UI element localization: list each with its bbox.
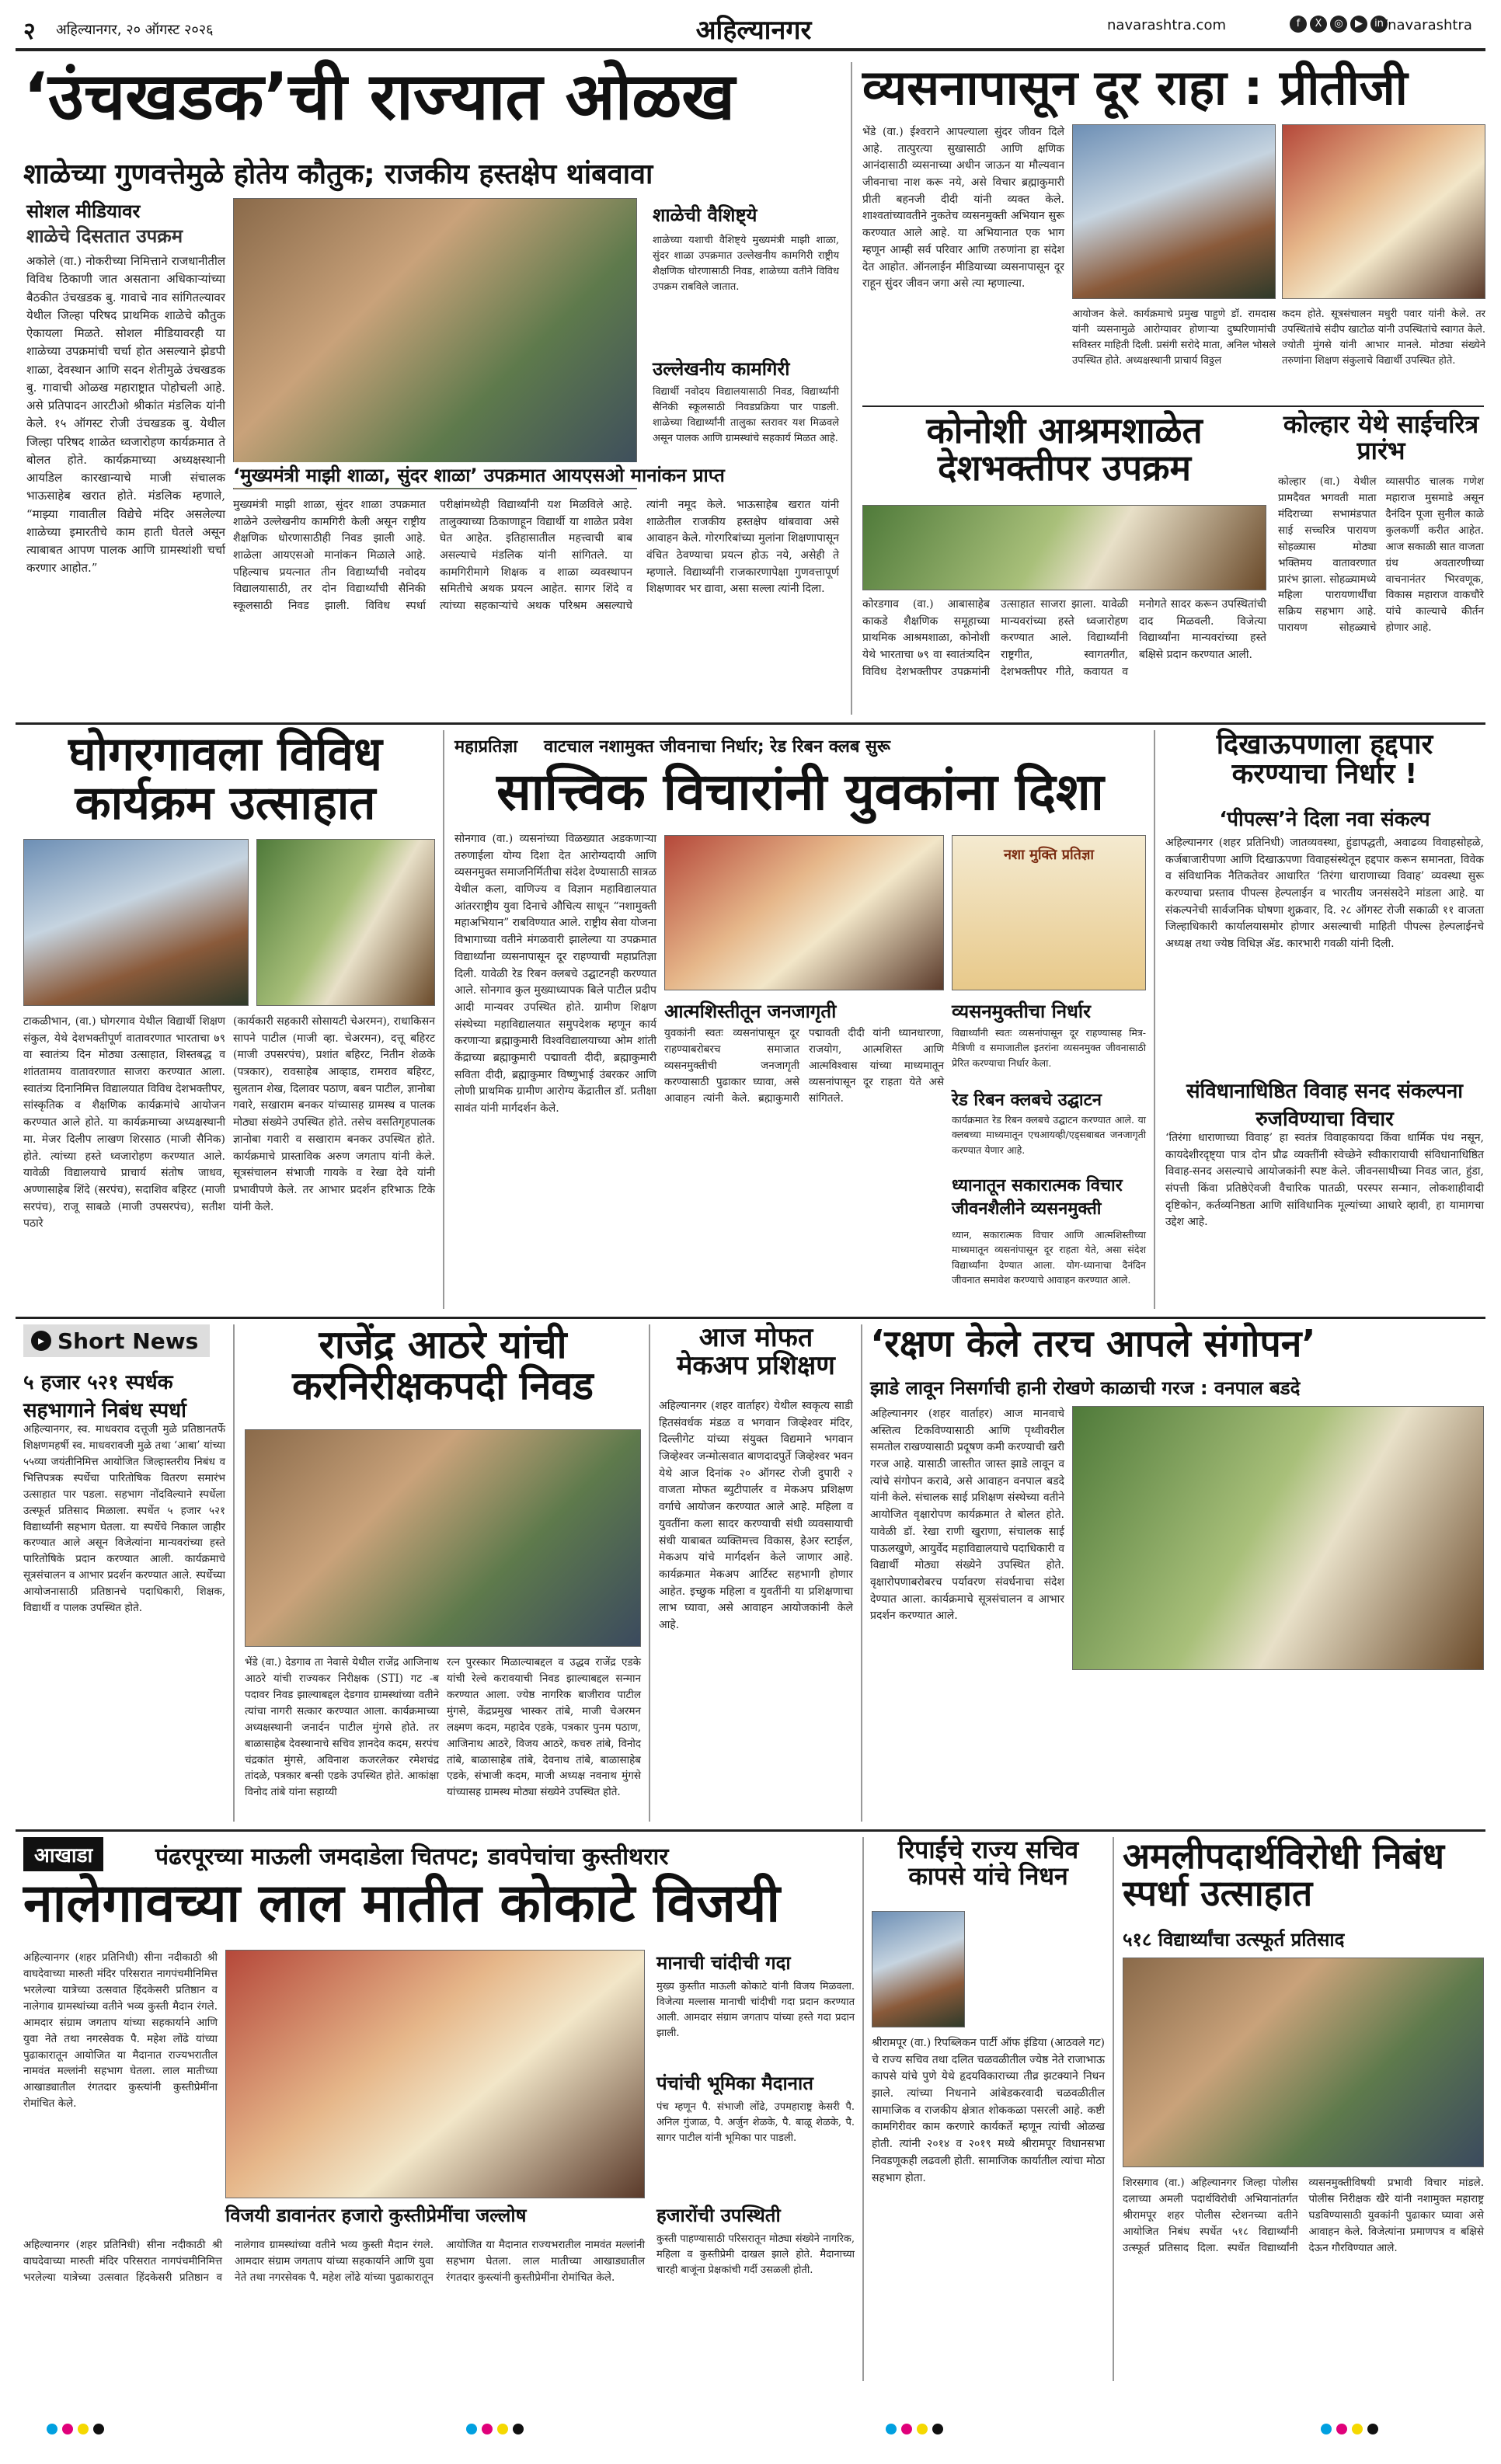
story11-side3-body: कुस्ती पाहण्यासाठी परिसरातून मोठ्या संख्येने नागरिक, महिला व कुस्तीप्रेमी दाखल झाले होते. मैदानाच्या चारही बाजूंना प्रेक्षकांची गर्दी उसळली होती. [656,2233,855,2277]
story5-body2: (कार्यकारी सहकारी सोसायटी चेअरमन), राधाकिसन सापने पाटील (माजी व्हा. चेअरमन), दत्तू बहिरट (माजी उपसरपंच), प्रशांत बहिरट, नितीन शेळके (पत्रकार), रावसाहेब आव्हाड, रामराव बहिरट, सुलतान शेख, दिलावर पठाण, बबन पाटील, ज्ञानोबा गवारे, सखाराम बनकर यांच्यासह ग्रामस्थ व पालक मोठ्या संख्येने उपस्थित होते. तसेच वसतिगृहपालक ज्ञानोबा गवारी व सखाराम बनकर उपस्थित होते. कार्यक्रमाचे प्रास्ताविक अरुण जगताप यांनी केले. सूत्रसंचालन संभाजी गायके व रेखा देवे यांनी प्रभावीपणे केले. तर आभार प्रदर्शन हरिभाऊ टिके यांनी केले. [233,1015,435,1213]
story7-subhead: ‘पीपल्स’ने दिला नवा संकल्प [1219,808,1430,831]
story8-body: भेंडे (वा.) देडगाव ता नेवासे येथील राजेंद्र आजिनाथ आठरे यांची राज्यकर निरीक्षक (STI) गट -ब पदावर निवड झाल्याबद्दल देडगाव ग्रामस्थांच्या वतीने त्यांचा नागरी सत्कार करण्यात आला. कार्यक्रमाच्या अध्यक्षस्थानी जनार्दन पाटील मुंगसे होते. तर बाळासाहेब देवस्थानाचे सचिव ज्ञानदेव कदम, सरपंच चंद्रकांत मुंगसे, अविनाश कजरलेकर रमेशचंद्र तांदळे, पत्रकार बन्सी एडके उपस्थित होते. आकांक्षा विनोद तांबे यांना सहाय्यी [245,1656,439,1799]
black-dot [513,2424,524,2434]
section-divider [16,1317,1485,1319]
story6-sub4-body: ध्यान, सकारात्मक विचार आणि आत्मशिस्तीच्या माध्यमातून व्यसनांपासून दूर राहता येते, असा संदेश विद्यार्थ्यांना देण्यात आला. योग-ध्यानाचा दैनंदिन जीवनात समावेश करण्याचे आवाहन करण्यात आले. [952,1229,1146,1286]
column-divider [1154,730,1155,1309]
story9-headline: आज मोफत मेकअप प्रशिक्षण [677,1322,835,1381]
story6-kicker2: वाटचाल नशामुक्त जीवनाचा निर्धार; रेड रिबन क्लब सुरू [544,737,891,757]
column-divider [851,62,852,715]
story6-headline: सात्त्विक विचारांनी युवकांना दिशा [496,762,1104,822]
section-divider [16,722,1485,725]
story6-poster [952,835,1146,990]
story1-body2: मुख्यमंत्री माझी शाळा, सुंदर शाळा उपक्रमात शाळेने उल्लेखनीय कामगिरी केली असून राष्ट्रीय शैक्षणिक धोरणासाठीही निवड झाली आहे. शाळेला आयएसओ मानांकन मिळाले आहे. पहिल्याच प्रयत्नात तीन विद्यार्थ्यांची नवोदय विद्यालयासाठी, तर दोन विद्यार्थ्यांची सैनिकी स्कूलसाठी निवड झाली. विविध स्पर्धा परीक्षांमध्येही विद्यार्थ्यांनी यश मिळविले आहे. तालुक्याच्या ठिकाणाहून विद्यार्थी या शाळेत प्रवेश घेत आहेत. इतिहासातील महत्त्वाची बाब असल्याचे मंडलिक यांनी सांगितले. या कामगिरीमागे शिक्षक व शाळा व्यवस्थापन समितीचे अथक प्रयत्न आहेत. सागर शिंदे व त्यांच्या सहकाऱ्यांचे अथक परिश्रम असल्याचे त्यांनी नमूद केले. भाऊसाहेब खरात यांनी शाळेतील राजकीय हस्तक्षेप थांबवावा असे आवाहन केले. गोरगरिबांच्या मुलांना शिक्षणापासून वंचित ठेवण्याचा प्रयत्न होऊ नये, असेही ते म्हणाले. विद्यार्थ्यांनी राजकारणापेक्षा गुणवत्तापूर्ण शिक्षणावर भर द्यावा, असा सल्ला त्यांनी दिला. [233,499,839,613]
story1-headline: ‘उंचखडक’ची राज्यात ओळख [23,58,735,134]
story11-side3: हजारोंची उपस्थिती [656,2205,781,2226]
cyan-dot [1321,2424,1332,2434]
cyan-dot [47,2424,57,2434]
story10-headline: ‘रक्षण केले तरच आपले संगोपन’ [870,1322,1316,1366]
divider [862,405,1484,407]
x-icon[interactable]: X [1310,16,1327,33]
story5-photo-2 [256,839,435,1006]
story11-photo-caption: विजयी डावानंतर हजारो कुस्तीप्रेमींचा जल्लोष [225,2202,645,2228]
story11-side2-body: पंच म्हणून पै. संभाजी लोंढे, उपमहाराष्ट्र केसरी पै. अनिल गुंजाळ, पै. अर्जुन शेळके, पै. बाळू शेळके, पै. सागर पाटील यांनी भूमिका पार पाडली. [656,2101,855,2145]
story11-body: अहिल्यानगर (शहर प्रतिनिधी) सीना नदीकाठी श्री वाघदेवाच्या मारुती मंदिर परिसरात नागपंचमीनिमित्त भरलेल्या यात्रेच्या उत्सवात हिंदकेसरी प्रतिष्ठान व नालेगाव ग्रामस्थांच्या वतीने भव्य कुस्ती मैदान रंगले. आमदार संग्राम जगताप यांच्या सहकार्याने आणि युवा नेते तथा नगरसेवक पै. महेश लोंढे यांच्या पुढाकारातून आयोजित या मैदानात राज्यभरातील नामवंत मल्लांनी सहभाग घेतला. लाल मातीच्या आखाड्यातील रंगतदार कुस्त्यांनी कुस्तीप्रेमींना रोमांचित केले. [23,1951,218,2111]
magenta-dot [1336,2424,1347,2434]
story13-photo [1123,1958,1484,2167]
story8-body2: रत्न पुरस्कार मिळाल्याबद्दल व उद्धव राजेंद्र एडके यांची रेल्वे करावयाची निवड झाल्याबद्दल सन्मान करण्यात आला. ज्येष्ठ नागरिक बाजीराव पाटील मुंगसे, केंद्रप्रमुख भास्कर तांबे, माजी चेअरमन लक्ष्मण कदम, महादेव एडके, पत्रकार पुनम पठाण, आजिनाथ आठरे, विजय आठरे, कचरु तांबे, विनोद तांबे, बाळासाहेब तांबे, देवनाथ तांबे, बाळासाहेब एडके, संभाजी कदम, माजी अध्यक्ष नवनाथ मुंगसे यांच्यासह ग्रामस्थ मोठ्या संख्येने उपस्थित होते. [447,1656,641,1799]
linkedin-icon[interactable]: in [1370,16,1388,33]
story4-body: कोल्हार (वा.) येथील प्रामदैवत भगवती माता मंदिराच्या सभामंडपात साई सच्चरित्र पारायण सोहळ्यास मोठ्या भक्तिमय वातावरणात प्रारंभ झाला. सोहळ्यामध्ये महिला पारायणार्थींचा सक्रिय सहभाग आहे. पारायण सोहळ्याचे व्यासपीठ चालक गणेश महाराज मुसमाडे असून दैनंदिन पूजा सुनील काळे कुलकर्णी करीत आहेत. आज सकाळी सात वाजता ग्रंथ अवतारणीच्या वाचनानंतर भिरवणूक, विकास महाराज वाकचौरे यांचे काल्याचे कीर्तन होणार आहे. [1278,475,1484,635]
story1-side-title: शाळेची वैशिष्ट्ये [653,204,757,226]
story13-subhead: ५१८ विद्यार्थ्यांचा उत्स्फूर्त प्रतिसाद [1123,1929,1345,1951]
story6-sub1: आत्मशिस्तीतून जनजागृती [664,1001,837,1022]
social-icons [1290,16,1388,33]
yellow-dot [78,2424,89,2434]
yellow-dot [1352,2424,1363,2434]
section-divider [16,1829,1485,1832]
cyan-dot [466,2424,477,2434]
story3-photo [862,505,1266,590]
site-url[interactable]: navarashtra.com [1107,17,1226,33]
registration-marks [466,2424,524,2434]
magenta-dot [62,2424,73,2434]
story11-side1-body: मुख्य कुस्तीत माऊली कोकाटे यांनी विजय मिळवला. विजेत्या मल्लास मानाची चांदीची गदा प्रदान करण्यात आली. आमदार संग्राम जगताप यांच्या हस्ते गदा प्रदान झाली. [656,1981,855,2040]
story6-sub1-body: युवकांनी स्वतः व्यसनांपासून दूर राहण्याबरोबरच समाजात व्यसनमुक्तीची जनजागृती करण्यासाठी पुढाकार घ्यावा, असे आवाहन त्यांनी केले. ब्रह्माकुमारी पद्मावती दीदी यांनी ध्यानधारणा, राजयोग, आत्मशिस्त आणि आत्मविश्वास यांच्या माध्यमातून व्यसनांपासून दूर राहता येते असे सांगितले. [664,1027,944,1105]
instagram-icon[interactable]: ◎ [1330,16,1347,33]
story2-photo-1 [1072,124,1276,299]
story4-headline: कोल्हार येथे साईचरित्र प्रारंभ [1283,409,1479,465]
column-divider [1113,1837,1114,2381]
story11-side2: पंचांची भूमिका मैदानात [656,2072,813,2094]
story1-subhead: शाळेच्या गुणवत्तेमुळे होतेय कौतुक; राजकीय हस्तक्षेप थांबवावा [23,158,653,190]
yellow-dot [917,2424,928,2434]
story8-photo [245,1429,641,1647]
story6-sub3: रेड रिबन क्लबचे उद्घाटन [952,1091,1102,1110]
story3-body: कोरडगाव (वा.) आबासाहेब काकडे शैक्षणिक समूहाच्या प्राथमिक आश्रमशाळा, कोनोशी येथे भारताचा ७९ वा स्वातंत्र्यदिन विविध देशभक्तीपर उपक्रमांनी उत्साहात साजरा झाला. यावेळी मान्यवरांच्या हस्ते ध्वजारोहण करण्यात आले. विद्यार्थ्यांनी राष्ट्रगीत, स्वागतगीत, देशभक्तीपर गीते, कवायत व मनोगते सादर करून उपस्थितांची दाद मिळवली. विजेत्या विद्यार्थ्यांना मान्यवरांच्या हस्ते बक्षिसे प्रदान करण्यात आली. [862,598,1266,678]
black-dot [1367,2424,1378,2434]
story6-poster-title: नशा मुक्ति प्रतिज्ञा [1003,847,1095,863]
page-section-title: अहिल्यानगर [695,15,812,46]
short-news-icon: ▸ [31,1331,51,1351]
magenta-dot [901,2424,912,2434]
story6-body: सोनगाव (वा.) व्यसनांच्या विळख्यात अडकणाऱ्या तरुणाईला योग्य दिशा देत आरोग्यदायी आणि व्यसनमुक्त समाजनिर्मितीचा संदेश देण्यासाठी सात्रळ येथील कला, वाणिज्य व विज्ञान महाविद्यालयात आंतरराष्ट्रीय युवा दिनाचे औचित्य साधून “नशामुक्ती महाअभियान” राबविण्यात आले. राष्ट्रीय सेवा योजना विभागाच्या वतीने मंगळवारी झालेल्या या उपक्रमात विद्यार्थ्यांना व्यसनापासून दूर राहण्याची महाप्रतिज्ञा दिली. यावेळी रेड रिबन क्लबचे उद्घाटनही करण्यात आले. सोनगाव कुल मुख्याध्यापक बिले पाटील प्रदीप आदी मान्यवर उपस्थित होते. ग्रामीण शिक्षण संस्थेच्या महाविद्यालयात समुपदेशक म्हणून कार्य करणाऱ्या ब्रह्माकुमारी विश्वविद्यालयाच्या ओम शांती केंद्राच्या ब्रह्माकुमारी पद्मावती दीदी, ब्रह्माकुमारी सविता दीदी, ब्रह्माकुमार विष्णुभाई उंबरकर आणि लोणी प्राथमिक ग्रामीण आरोग्य केंद्रातील डॉ. प्रतीक्षा सावंत यांनी मार्गदर्शन केले. [454,833,656,1115]
story12-body: श्रीरामपूर (वा.) रिपब्लिकन पार्टी ऑफ इंडिया (आठवले गट) चे राज्य सचिव तथा दलित चळवळीतील ज्येष्ठ नेते राजाभाऊ कापसे यांचे पुणे येथे हृदयविकाराच्या तीव्र झटक्याने निधन झाले. त्यांच्या निधनाने आंबेडकरवादी चळवळीतील सामाजिक व राजकीय क्षेत्रात शोककळा पसरली आहे. कष्टी कामगिरीवर काम करणारे कार्यकर्ते म्हणून त्यांची ओळख होती. त्यांनी २०१४ व २०१९ मध्ये श्रीरामपूर विधानसभा निवडणूकही लढवली होती. सामाजिक कार्यातील त्यांचा मोठा सहभाग होता. [872,2037,1105,2184]
story2-body2: आयोजन केले. कार्यक्रमाचे प्रमुख पाहुणे डॉ. रामदास यांनी व्यसनामुळे आरोग्यावर होणाऱ्या दुष्परिणामांची सविस्तर माहिती दिली. प्रसंगी सरोदे माता, अनिल भोसले उपस्थित होते. अध्यक्षस्थानी प्राचार्य विठ्ठल [1072,308,1276,367]
magenta-dot [482,2424,493,2434]
column-divider [862,1837,864,2381]
story6-sub2: व्यसनमुक्तीचा निर्धार [952,1001,1091,1022]
short-news-title: Short News [57,1328,199,1354]
story6-sub2-body: विद्यार्थ्यांनी स्वतः व्यसनांपासून दूर राहण्यासह मित्र-मैत्रिणी व समाजातील इतरांना व्यसनमुक्त जीवनासाठी प्रेरित करण्याचा निर्धार केला. [952,1027,1146,1069]
story3-headline: कोनोशी आश्रमशाळेत देशभक्तीपर उपक्रम [926,409,1203,489]
story2-headline: व्यसनापासून दूर राहा : प्रीतीजी [862,59,1408,116]
story1-body: अकोले (वा.) नोकरीच्या निमित्ताने राजधानीतील विविध ठिकाणी जात असताना अधिकाऱ्यांच्या बैठकीत उंचखडक बु. गावाचे नाव सांगितल्यावर येथील जिल्हा परिषद प्राथमिक शाळेचे कौतुक ऐकायला मिळते. सोशल मीडियावरही या शाळेच्या उपक्रमांची चर्चा होत असल्याने झेडपी शाळा, देवस्थान आणि सदन शेतीमुळे उंचखडक बु. गावाची ओळख महाराष्ट्रात पोहोचली आहे. असे प्रतिपादन आरटीओ श्रीकांत मंडलिक यांनी केले. १५ ऑगस्ट रोजी उंचखडक बु. येथील जिल्हा परिषद शाळेत ध्वजारोहण कार्यक्रमात ते बोलत होते. कार्यक्रमाच्या अध्यक्षस्थानी आयडिल कारखान्याचे माजी संचालक भाऊसाहेब खरात होते. मंडलिक म्हणाले, “माझ्या गावातील विद्येचे मंदिर असलेल्या शाळेच्या इमारतीचे काम हाती घेतले असून त्याबाबत आपण पालक आणि ग्रामस्थांशी चर्चा करणार आहोत.” [26,254,225,576]
black-dot [93,2424,104,2434]
yellow-dot [497,2424,508,2434]
header-rule [16,48,1485,51]
cyan-dot [886,2424,897,2434]
banner-text: पंढरपूरच्या माऊली जमदाडेला चितपट; डावपेचांचा कुस्तीथरार [155,1843,669,1871]
story6-sub3-body: कार्यक्रमात रेड रिबन क्लबचे उद्घाटन करण्यात आले. या क्लबच्या माध्यमातून एचआयव्ही/एड्सबाबत जनजागृती करण्यात येणार आहे. [952,1114,1146,1156]
story7-body: अहिल्यानगर (शहर प्रतिनिधी) जातव्यवस्था, हुंडापद्धती, अवाढव्य विवाहसोहळे, कर्जबाजारीपणा आणि दिखाऊपणा विवाहसंस्थेतून हद्दपार करून समानता, विवेक व संविधानिक नैतिकतेवर आधारित ‘तिरंगा धाराणाच्या विवाह’ व्यवस्था सुरू करण्याचा प्रस्ताव पीपल्स हेल्पलाईन व भारतीय जनसंसदेने मांडला आहे. या संकल्पनेची सार्वजनिक घोषणा शुक्रवार, दि. २८ ऑगस्ट रोजी सकाळी ११ वाजता जिल्हाधिकारी कार्यालयासमोर होणार असल्याची माहिती पीपल्स हेल्पलाईनचे अध्यक्ष तथा ज्येष्ठ विधिज्ञ ॲड. कारभारी गवळी यांनी दिली. [1165,837,1484,951]
story1-side-body2: विद्यार्थी नवोदय विद्यालयासाठी निवड, विद्यार्थ्यांनी सैनिकी स्कूलसाठी निवडप्रक्रिया पार पाडली. शाळेच्या विद्यार्थ्यांनी तालुका स्तरावर यश मिळवले असून पालक आणि ग्रामस्थांचे सहकार्य मिळत आहे. [653,386,839,445]
story1-side-body: शाळेच्या यशाची वैशिष्ट्ये मुख्यमंत्री माझी शाळा, सुंदर शाळा उपक्रमात उल्लेखनीय कामगिरी राष्ट्रीय शैक्षणिक धोरणासाठी निवड, शाळेच्या वतीने विविध उपक्रम राबविले जातात. [653,235,839,294]
short-news-headline: ५ हजार ५२१ स्पर्धक सहभागाने निबंध स्पर्धा [23,1371,186,1422]
social-handle[interactable]: /navarashtra [1383,17,1472,33]
story13-headline: अमलीपदार्थविरोधी निबंध स्पर्धा उत्साहात [1123,1835,1445,1915]
story10-photo [1072,1406,1484,1670]
column-divider [233,1324,235,1822]
story5-body: टाकळीभान, (वा.) घोगरगाव येथील विद्यार्थी शिक्षण संकुल, येथे देशभक्तीपूर्ण वातावरणात भारताचा ७९ वा स्वातंत्र्य दिन मोठ्या उत्साहात, शिस्तबद्ध व शांततामय वातावरणात साजरा करण्यात आला. स्वातंत्र्य दिनानिमित्त विद्यालयात विविध देशभक्तीपर, सांस्कृतिक व शैक्षणिक कार्यक्रमांचे आयोजन करण्यात आले होते. या कार्यक्रमाच्या अध्यक्षस्थानी मा. मेजर दिलीप लाखण शिरसाठ (माजी सैनिक) होते. त्यांच्या हस्ते ध्वजारोहण करण्यात आले. यावेळी विद्यालयाचे प्राचार्य संतोष जाधव, अण्णासाहेब शिंदे (सरपंच), सदाशिव बहिरट (माजी सरपंच), राजू साबळे (माजी उपसरपंच), सतीश पठारे [23,1015,225,1230]
story1-kicker: सोशल मीडियावर [26,200,141,222]
youtube-icon[interactable]: ▶ [1350,16,1367,33]
story10-body: अहिल्यानगर (शहर वार्ताहर) आज मानवाचे अस्तित्व टिकविण्यासाठी आणि पृथ्वीवरील समतोल राखण्यासाठी प्रदूषण कमी करण्याची खरी गरज आहे. यासाठी जास्तीत जास्त झाडे लावून व त्यांचे संगोपन करावे, असे आवाहन वनपाल बडदे यांनी केले. संचालक साई प्रशिक्षण संस्थेच्या वतीने आयोजित वृक्षारोपण कार्यक्रमात ते बोलत होते. यावेळी डॉ. रेखा राणी खुराणा, संचालक साई पाऊलखुणे, आयुर्वेद महाविद्यालयाचे पदाधिकारी व विद्यार्थी मोठ्या संख्येने उपस्थित होते. वृक्षारोपणाबरोबरच पर्यावरण संवर्धनाचा संदेश देण्यात आला. कार्यक्रमाचे सूत्रसंचालन व आभार प्रदर्शन करण्यात आले. [870,1408,1064,1623]
story13-body: शिरसगाव (वा.) अहिल्यानगर जिल्हा पोलीस दलाच्या अमली पदार्थविरोधी अभियानांतर्गत श्रीरामपूर शहर पोलीस स्टेशनच्या वतीने आयोजित निबंध स्पर्धेत ५१८ विद्यार्थ्यांनी उत्स्फूर्त प्रतिसाद दिला. स्पर्धेत विद्यार्थ्यांनी व्यसनमुक्तीविषयी प्रभावी विचार मांडले. पोलीस निरीक्षक खैरे यांनी नशामुक्त महाराष्ट्र घडविण्यासाठी युवकांनी पुढाकार घ्यावा असे आवाहन केले. विजेत्यांना प्रमाणपत्र व बक्षिसे देऊन गौरविण्यात आले. [1123,2177,1484,2254]
story5-headline: घोगरगावला विविध कार्यक्रम उत्साहात [68,727,382,830]
story6-sub4: ध्यानातून सकारात्मक विचार जीवनशैलीने व्यसनमुक्ती [952,1176,1123,1219]
registration-marks [47,2424,104,2434]
story8-headline: राजेंद्र आठरे यांची करनिरीक्षकपदी निवड [292,1322,594,1408]
story12-portrait [872,1911,965,2027]
story11-headline: नालेगावच्या लाल मातीत कोकाटे विजयी [23,1873,780,1934]
story9-body: अहिल्यानगर (शहर वार्ताहर) येथील स्वकृत्य साडी हितसंवर्धक मंडळ व भगवान जिव्हेश्वर मंदिर, दिल्लीगेट यांच्या संयुक्त विद्यमाने भगवान जिव्हेश्वर जन्मोत्सवात बाणदादपुर्ते जिव्हेश्वर भवन येथे आज दिनांक २० ऑगस्ट रोजी दुपारी २ वाजता मोफत ब्युटीपार्लर व मेकअप प्रशिक्षण वर्गाचे आयोजन करण्यात आले आहे. महिला व युवतींना कला सादर करण्याची संधी व्यवसायाची संधी याबाबत व्यक्तिमत्त्व विकास, हेअर स्टाईल, मेकअप यांचे मार्गदर्शन केले जाणार आहे. कार्यक्रमात मेकअप आर्टिस्ट सहभागी होणार आहेत. इच्छुक महिला व युवतींनी या प्रशिक्षणाचा लाभ घ्यावा, असे आवाहन आयोजकांनी केले आहे. [659,1400,853,1631]
story2-body3: कदम होते. सूत्रसंचालन मधुरी पवार यांनी केले. तर उपस्थितांचे संदीप खाटोळ यांनी उपस्थितांचे स्वागत केले. ज्योती मुंगसे यांनी आभार मानले. मोठ्या संख्येने तरुणांना शिक्षण संकुलाचे विद्यार्थी उपस्थित होते. [1282,308,1485,367]
column-divider [649,1324,650,1822]
registration-marks [1321,2424,1378,2434]
story7-headline: दिखाऊपणाला हद्दपार करण्याचा निर्धार ! [1216,729,1433,790]
story6-photo-1 [664,835,944,990]
story11-body-cont: अहिल्यानगर (शहर प्रतिनिधी) सीना नदीकाठी श्री वाघदेवाच्या मारुती मंदिर परिसरात नागपंचमीनिमित्त भरलेल्या यात्रेच्या उत्सवात हिंदकेसरी प्रतिष्ठान व नालेगाव ग्रामस्थांच्या वतीने भव्य कुस्ती मैदान रंगले. आमदार संग्राम जगताप यांच्या सहकार्याने आणि युवा नेते तथा नगरसेवक पै. महेश लोंढे यांच्या पुढाकारातून आयोजित या मैदानात राज्यभरातील नामवंत मल्लांनी सहभाग घेतला. लाल मातीच्या आखाड्यातील रंगतदार कुस्त्यांनी कुस्तीप्रेमींना रोमांचित केले. [23,2239,645,2284]
short-news-body: अहिल्यानगर, स्व. माधवराव दत्तूजी मुळे प्रतिष्ठानतर्फे शिक्षणमहर्षी स्व. माधवरावजी मुळे तथा ‘आबा’ यांच्या ५५व्या जयंतीनिमित्त आयोजित जिल्हास्तरीय निबंध व भित्तिपत्रक स्पर्धेचा पारितोषिक वितरण समारंभ उत्साहात पार पडला. सहभाग नोंदविल्याने स्पर्धेला उत्स्फूर्त प्रतिसाद मिळाला. स्पर्धेत ५ हजार ५२१ विद्यार्थ्यांनी सहभाग घेतला. या स्पर्धेचे निकाल जाहीर करण्यात आले असून विजेत्यांना मान्यवरांच्या हस्ते पारितोषिके प्रदान करण्यात आली. कार्यक्रमाचे सूत्रसंचालन व आभार प्रदर्शन करण्यात आले. स्पर्धेच्या आयोजनासाठी प्रतिष्ठानचे पदाधिकारी, शिक्षक, विद्यार्थी व पालक उपस्थित होते. [23,1423,225,1615]
column-divider [443,730,444,1309]
page-number: २ [23,18,36,45]
black-dot [932,2424,943,2434]
registration-marks [886,2424,943,2434]
story10-subhead: झाडे लावून निसर्गाची हानी रोखणे काळाची गरज : वनपाल बडदे [870,1377,1301,1399]
story7-sub-body: ‘तिरंगा धाराणाच्या विवाह’ हा स्वतंत्र विवाहकायदा किंवा धार्मिक पंथ नसून, कायदेशीरदृष्ट्या पात्र दोन प्रौढ व्यक्तींनी स्वेच्छेने स्वीकारायाची संविधानाधिष्ठित विवाह-सनद असल्याचे आयोजकांनी स्पष्ट केले. जीवनसाथीच्या निवड जात, हुंडा, संपत्ती किंवा प्रतिष्ठेऐवजी वैचारिक पातळी, परस्पर सन्मान, लोकशाहीवादी दृष्टिकोन, कर्तव्यनिष्ठता आणि सांविधानिक मूल्यांच्या आधारे व्हावी, हा यामागचा उद्देश आहे. [1165,1132,1484,1229]
story5-photo-1 [23,839,249,1006]
column-divider [861,1324,862,1822]
story11-side1: मानाची चांदीची गदा [656,1952,791,1974]
story6-kicker: महाप्रतिज्ञा [454,737,518,757]
story1-photo [233,198,637,489]
story12-headline: रिपाईंचे राज्य सचिव कापसे यांचे निधन [897,1835,1079,1891]
story7-sub: संविधानाधिष्ठित विवाह सनद संकल्पना रुजविण्याचा विचार [1186,1080,1464,1131]
section-tag: आखाडा [23,1837,103,1871]
short-news-label [23,1324,210,1357]
page-date: अहिल्यानगर, २० ऑगस्ट २०२६ [56,22,214,38]
story1-photo-caption: ‘मुख्यमंत्री माझी शाळा, सुंदर शाळा’ उपक्रमात आयएसओ मानांकन प्राप्त [233,462,839,488]
story1-kicker2: शाळेचे दिसतात उपक्रम [26,225,183,247]
story11-photo [225,1950,645,2198]
story2-body: भेंडे (वा.) ईश्वराने आपल्याला सुंदर जीवन दिले आहे. तात्पुरत्या सुखासाठी आणि क्षणिक आनंदासाठी व्यसनाच्या अधीन जाऊन या मौल्यवान जीवनाचा नाश करू नये, असे विचार ब्रह्माकुमारी प्रीती बहनजी दीदी यांनी व्यक्त केले. शाश्वतांच्यावतीने नुकतेच व्यसनमुक्ती अभियान सुरू करण्यात आले आहे. या अभियानात एक भाग म्हणून आम्ही सर्व परिवार आणि तरुणांना हा संदेश देत आहोत. ऑनलाईन मीडियाच्या व्यसनापासून दूर राहून सुंदर जीवन जगा असे त्या म्हणाल्या. [862,126,1064,291]
facebook-icon[interactable]: f [1290,16,1307,33]
story1-side-title2: उल्लेखनीय कामगिरी [653,358,790,380]
story2-photo-2 [1282,124,1485,299]
